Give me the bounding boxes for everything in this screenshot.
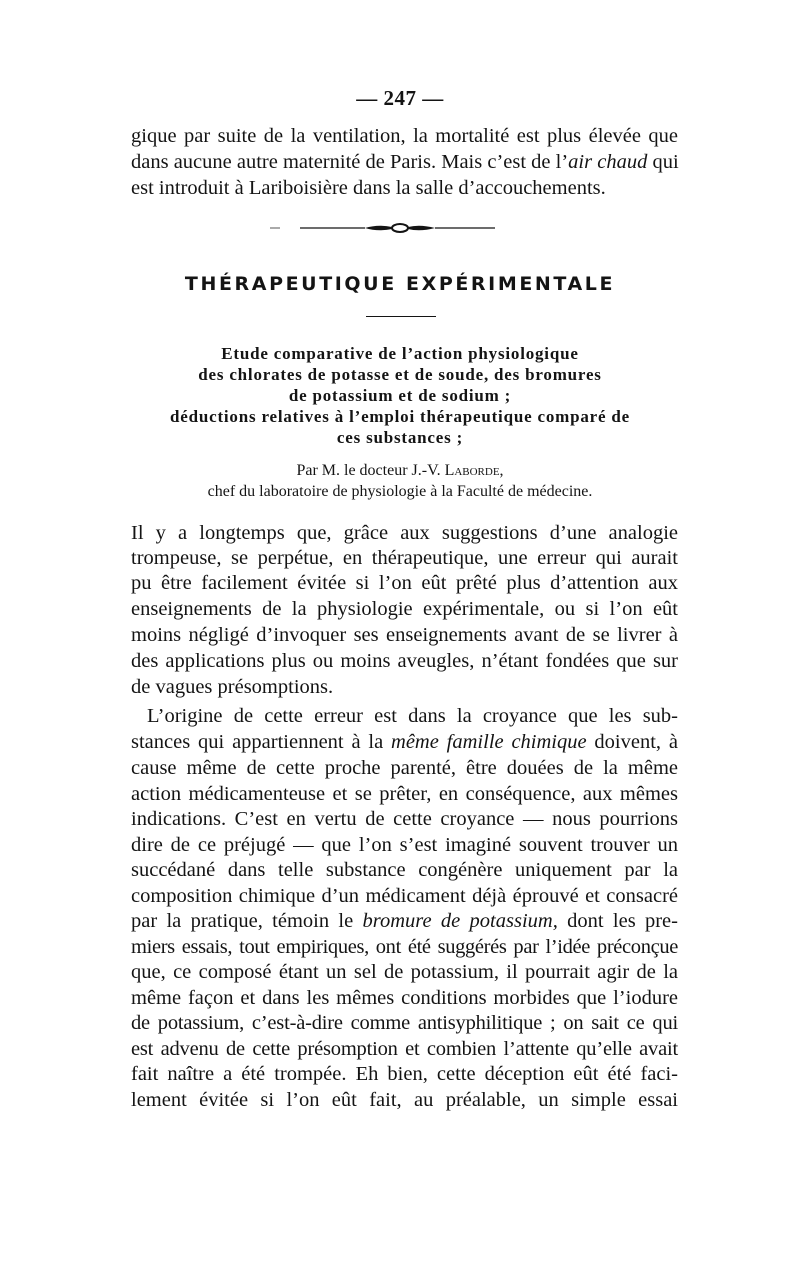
italic-phrase-bromure: bromure de potassium, xyxy=(362,910,558,932)
author-name: Laborde, xyxy=(444,462,504,479)
paragraph-2-line-7: succédané dans telle substance congénère uniquement par la xyxy=(131,859,678,881)
title-rule xyxy=(366,316,436,317)
ornament-divider xyxy=(270,222,500,234)
article-heading-line-2: des chlorates de potasse et de soude, des bromures xyxy=(198,365,602,384)
article-heading-line-4: déductions relatives à l’emploi thérapeutique comparé de xyxy=(169,407,630,426)
byline-affiliation: chef du laboratoire de physiologie à la Faculté de médecine. xyxy=(207,483,593,500)
carryover-line-3: est introduit à Lariboisière dans la salle d’accouchements. xyxy=(131,177,606,199)
paragraph-1-line-2: trompeuse, se perpétue, en thérapeutique, une erreur qui aurait xyxy=(131,547,678,569)
article-heading-line-1: Etude comparative de l’action physiologique xyxy=(221,344,579,363)
paragraph-2-line-6: dire de ce préjugé — que l’on s’est imaginé souvent trouver un xyxy=(131,834,678,856)
carryover-italic: air chaud xyxy=(568,151,648,173)
paragraph-2-line-5: indications. C’est en vertu de cette croyance — nous pourrions xyxy=(131,808,678,830)
paragraph-2-line-1: L’origine de cette erreur est dans la croyance que les sub- xyxy=(147,705,678,727)
paragraph-2-line-11: que, ce composé étant un sel de potassium, il pourrait agir de la xyxy=(131,961,678,983)
paragraph-1-line-7: de vagues présomptions. xyxy=(131,676,334,698)
paragraph-2-line-10: miers essais, tout empiriques, ont été suggérés par l’idée préconçue xyxy=(131,936,678,958)
paragraph-1-line-4: enseignements de la physiologie expérimentale, ou si l’on eût xyxy=(131,598,678,620)
paragraph-2-line-9: par la pratique, témoin le bromure de potassium, dont les pre- xyxy=(131,910,678,932)
article-heading-line-5: ces substances ; xyxy=(336,428,464,447)
paragraph-2-line-13: de potassium, c’est-à-dire comme antisyphilitique ; on sait ce qui xyxy=(131,1012,678,1034)
carryover-line-2: dans aucune autre maternité de Paris. Mais c’est de l’air chaud qui xyxy=(131,151,679,173)
paragraph-2-line-14: est advenu de cette présomption et combien l’attente qu’elle avait xyxy=(131,1038,678,1060)
section-title: THÉRAPEUTIQUE EXPÉRIMENTALE xyxy=(184,273,616,295)
byline-author: Par M. le docteur J.-V. Laborde, xyxy=(296,462,504,479)
paragraph-2-line-12: même façon et dans les mêmes conditions morbides que l’iodure xyxy=(131,987,678,1009)
paragraph-2-line-8: composition chimique d’un médicament déjà éprouvé et consacré xyxy=(131,885,678,907)
paragraph-1-line-5: moins négligé d’invoquer ses enseignements avant de se livrer à xyxy=(131,624,678,646)
paragraph-2-line-3: cause même de cette proche parenté, être douées de la même xyxy=(131,757,678,779)
paragraph-2-line-2: stances qui appartiennent à la même famille chimique doivent, à xyxy=(131,731,678,753)
paragraph-1-line-1: Il y a longtemps que, grâce aux suggestions d’une analogie xyxy=(131,522,678,544)
paragraph-1-line-3: pu être facilement évitée si l’on eût prêté plus d’attention aux xyxy=(131,572,678,594)
paragraph-2-line-16: lement évitée si l’on eût fait, au préalable, un simple essai xyxy=(131,1089,678,1111)
article-heading-line-3: de potassium et de sodium ; xyxy=(288,386,512,405)
paragraph-1-line-6: des applications plus ou moins aveugles, n’étant fondées que sur xyxy=(131,650,678,672)
paragraph-2-line-4: action médicamenteuse et se prêter, en conséquence, aux mêmes xyxy=(131,783,678,805)
paragraph-2-line-15: fait naître a été trompée. Eh bien, cette déception eût été faci- xyxy=(131,1063,678,1085)
italic-phrase-meme-famille: même famille chimique xyxy=(391,731,587,753)
page-number: — 247 — xyxy=(356,86,444,110)
carryover-line-1: gique par suite de la ventilation, la mortalité est plus élevée que xyxy=(131,125,678,147)
